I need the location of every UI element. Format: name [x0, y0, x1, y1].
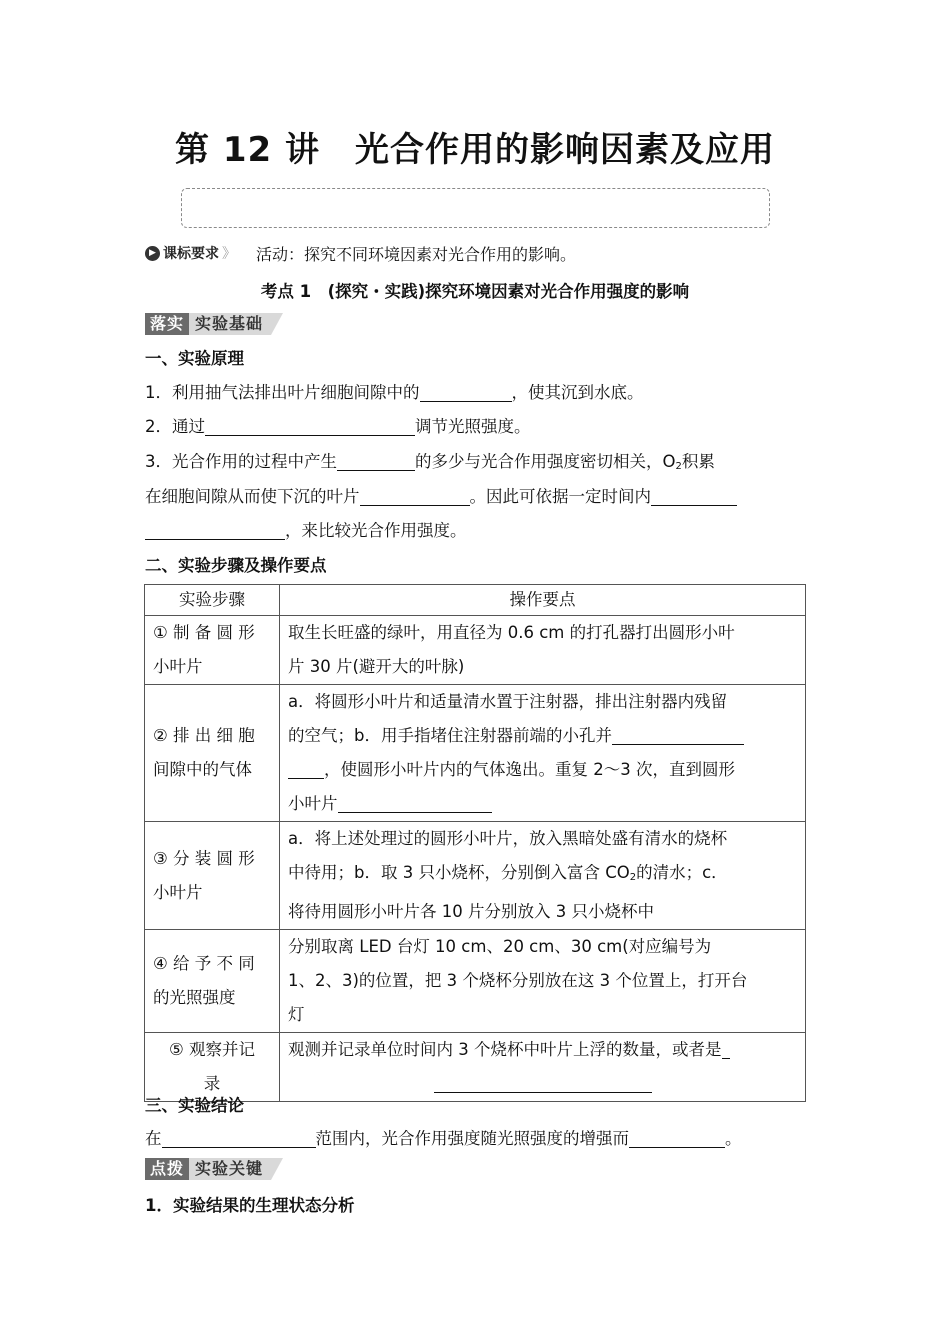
principle-2: 2．通过 调节光照强度。 [145, 417, 531, 436]
tag-label-a: 落实 [145, 313, 189, 335]
play-circle-icon: ▶ [145, 246, 160, 261]
requirement-label: 课标要求 [163, 246, 219, 262]
fill-blank[interactable] [722, 1038, 730, 1059]
section-tag-basics [145, 313, 283, 335]
fill-blank[interactable] [205, 415, 415, 436]
curriculum-requirement [145, 240, 576, 266]
header-points: 操作要点 [280, 585, 806, 616]
point-cell: 观测并记录单位时间内 3 个烧杯中叶片上浮的数量，或者是 [280, 1033, 806, 1102]
step-cell: ② 排 出 细 胞 间隙中的气体 [145, 685, 280, 822]
point-cell: 取生长旺盛的绿叶，用直径为 0.6 cm 的打孔器打出圆形小叶 片 30 片(避开大的叶脉) [280, 616, 806, 685]
table-header-row [145, 585, 806, 616]
fill-blank[interactable] [145, 519, 285, 540]
fill-blank[interactable] [651, 485, 737, 506]
table-row [145, 930, 806, 1033]
fill-blank[interactable] [288, 758, 324, 779]
principle-3-line3: ，来比较光合作用强度。 [145, 513, 807, 548]
fill-blank[interactable] [612, 724, 744, 745]
principle-3-line2: 在细胞间隙从而使下沉的叶片 。因此可依据一定时间内 [145, 479, 807, 514]
steps-table [144, 584, 806, 1102]
requirement-text: 活动：探究不同环境因素对光合作用的影响。 [256, 244, 577, 264]
point-cell: 分别取离 LED 台灯 10 cm、20 cm、30 cm(对应编号为 1、2、3)的位置，把 3 个烧杯分别放在这 3 个位置上，打开台 灯 [280, 930, 806, 1033]
page-title: 第 12 讲 光合作用的影响因素及应用 [175, 130, 775, 170]
table-row [145, 685, 806, 822]
step-cell: ⑤ 观察并记 录 [145, 1033, 280, 1102]
tag-label-b: 实验基础 [189, 313, 271, 335]
heading-principle: 一、实验原理 [145, 349, 244, 368]
double-arrow-icon: 》 [222, 246, 236, 262]
tag-tail [271, 1158, 283, 1180]
fill-blank[interactable] [338, 792, 492, 813]
fill-blank[interactable] [420, 381, 512, 402]
header-step: 实验步骤 [145, 585, 280, 616]
step-cell: ① 制 备 圆 形 小叶片 [145, 616, 280, 685]
table-row [145, 616, 806, 685]
point-cell: a．将圆形小叶片和适量清水置于注射器，排出注射器内残留 的空气；b．用手指堵住注射器前端的小孔并 ，使圆形小叶片内的气体逸出。重复 2～3 次，直到圆形 小叶片 [280, 685, 806, 822]
heading-conclusion: 三、实验结论 [145, 1096, 244, 1115]
table-row [145, 822, 806, 930]
heading-analysis: 1．实验结果的生理状态分析 [145, 1196, 355, 1215]
fill-blank[interactable] [162, 1127, 316, 1148]
section-tag-key [145, 1158, 283, 1180]
tag-label-b: 实验关键 [189, 1158, 271, 1180]
topic-heading: 考点 1 (探究・实践)探究环境因素对光合作用强度的影响 [260, 282, 690, 301]
tag-label-a: 点拨 [145, 1158, 189, 1180]
heading-steps: 二、实验步骤及操作要点 [145, 556, 327, 575]
principle-3-line1: 3．光合作用的过程中产生 的多少与光合作用强度密切相关，$O_2$积累 [145, 452, 715, 472]
point-cell: a．将上述处理过的圆形小叶片，放入黑暗处盛有清水的烧杯 中待用；b．取 3 只小烧杯，分别倒入富含 $CO_2$的清水；c． 将待用圆形小叶片各 10 片分别放入 3 只小烧杯中 [280, 822, 806, 930]
fill-blank[interactable] [360, 485, 470, 506]
tag-tail [271, 313, 283, 335]
fill-blank[interactable] [629, 1127, 725, 1148]
dashed-frame [181, 188, 770, 228]
fill-blank[interactable] [337, 450, 415, 471]
step-cell: ③ 分 装 圆 形 小叶片 [145, 822, 280, 930]
step-cell: ④ 给 予 不 同 的光照强度 [145, 930, 280, 1033]
principle-1: 1．利用抽气法排出叶片细胞间隙中的 ，使其沉到水底。 [145, 383, 644, 402]
conclusion-text: 在 范围内，光合作用强度随光照强度的增强而 。 [145, 1129, 742, 1148]
